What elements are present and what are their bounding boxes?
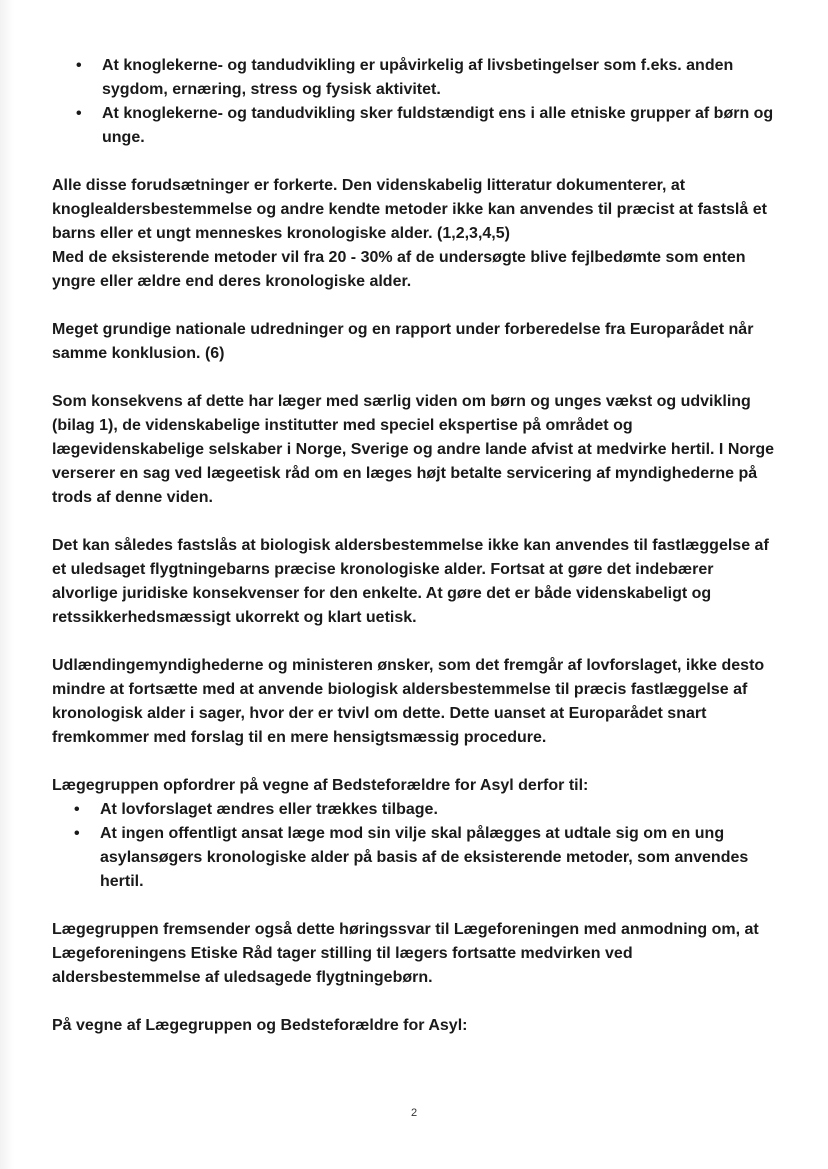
intro-bullet-list: [52, 54, 782, 150]
demand-bullet-list: [52, 798, 782, 894]
page-number: 2: [410, 1107, 418, 1119]
paragraph-forwarding: Lægegruppen fremsender også dette høringssvar til Lægeforeningen med anmodning om, at Lægeforeningens Etiske Råd tager stilling til lægers fortsatte medvirken ved aldersbestemmelse af uledsagede flygtningebørn.: [52, 921, 759, 986]
paragraph-national-reports: Meget grundige nationale udredninger og en rapport under forberedelse fra Europarådet når samme konklusion. (6): [52, 321, 754, 362]
list-item: • At ingen offentligt ansat læge mod sin vilje skal pålægges at udtale sig om en ung asylansøgers kronologiske alder på basis af de eksisterende metoder, som anvendes hertil.: [52, 822, 782, 894]
paragraph-consequence: Som konsekvens af dette har læger med særlig viden om børn og unges vækst og udvikling (bilag 1), de videnskabelige institutter med speciel ekspertise på området og lægevidenskabelige selskaber i Norge, Sverige og andre lande afvist at medvirke hertil. I Norge verserer en sag ved lægeetisk råd om en læges højt betalte servicering af myndighederne på trods af denne viden.: [52, 393, 775, 506]
paragraph-conclusion: Det kan således fastslås at biologisk aldersbestemmelse ikke kan anvendes til fastlæggelse af et uledsaget flygtningebarns præcise kronologiske alder. Fortsat at gøre det indebærer alvorlige juridiske konsekvenser for den enkelte. At gøre det er både videnskabeligt og retssikkerhedsmæssigt ukorrekt og klart uetisk.: [52, 537, 769, 626]
paragraph-error-rate: Med de eksisterende metoder vil fra 20 - 30% af de undersøgte blive fejlbedømte som enten yngre eller ældre end deres kronologiske alder.: [52, 249, 746, 290]
list-item: • At knoglekerne- og tandudvikling sker fuldstændigt ens i alle etniske grupper af børn og unge.: [52, 102, 782, 150]
document-body: [52, 54, 782, 1038]
paragraph-assumptions-wrong: Alle disse forudsætninger er forkerte. Den videnskabelig litteratur dokumenterer, at knoglealdersbestemmelse og andre kendte metoder ikke kan anvendes til præcist at fastslå et barns eller et ungt menneskes kronologiske alder. (1,2,3,4,5): [52, 177, 767, 242]
closing-line: På vegne af Lægegruppen og Bedsteforældre for Asyl:: [52, 1017, 468, 1034]
list-item: • At lovforslaget ændres eller trækkes tilbage.: [52, 798, 782, 822]
scan-edge-shadow: [0, 0, 14, 1169]
paragraph-demands-intro: Lægegruppen opfordrer på vegne af Bedsteforældre for Asyl derfor til:: [52, 777, 589, 794]
paragraph-authorities: Udlændingemyndighederne og ministeren ønsker, som det fremgår af lovforslaget, ikke desto mindre at fortsætte med at anvende biologisk aldersbestemmelse til præcis fastlæggelse af kronologisk alder i sager, hvor der er tvivl om dette. Dette uanset at Europarådet snart fremkommer med forslag til en mere hensigtsmæssig procedure.: [52, 657, 765, 746]
list-item: • At knoglekerne- og tandudvikling er upåvirkelig af livsbetingelser som f.eks. anden sygdom, ernæring, stress og fysisk aktivitet.: [52, 54, 782, 102]
